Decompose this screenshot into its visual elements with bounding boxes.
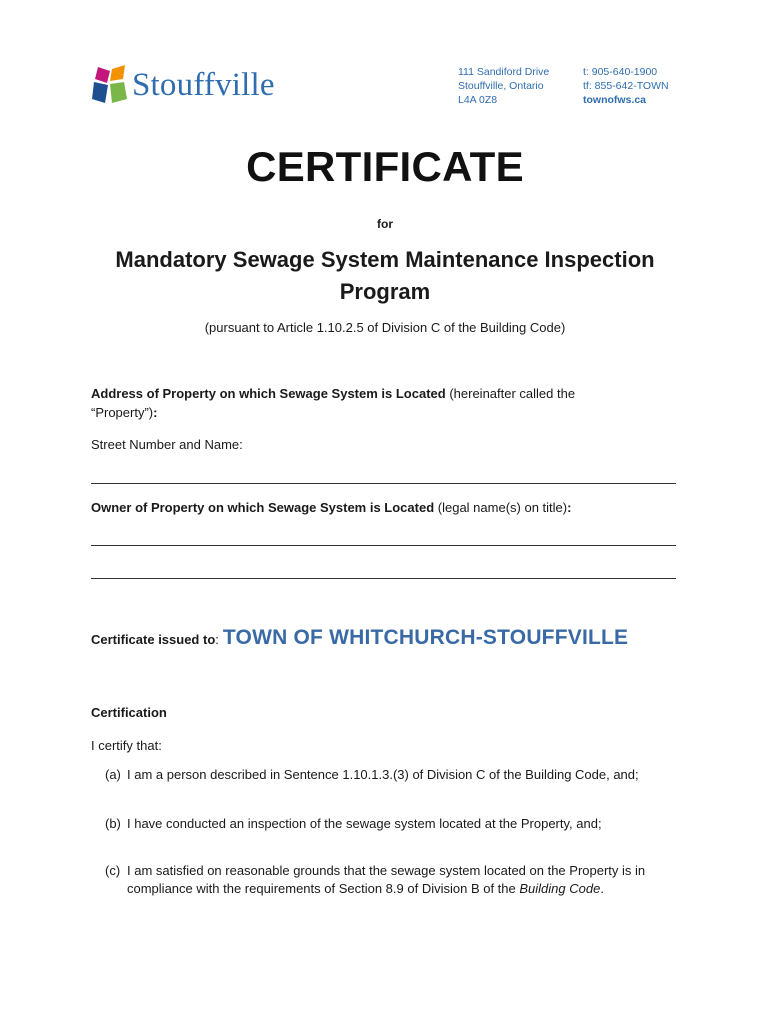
address-line: Stouffville, Ontario xyxy=(458,80,544,92)
issued-to-row xyxy=(91,626,628,650)
street-input-line[interactable] xyxy=(91,483,676,484)
item-text-line2-post: . xyxy=(600,881,604,896)
address-line: L4A 0Z8 xyxy=(458,94,498,106)
pursuant-note: (pursuant to Article 1.10.2.5 of Division C of the Building Code) xyxy=(204,320,566,335)
item-text-line2-pre: compliance with the requirements of Section 8.9 of Division B of the xyxy=(127,881,520,896)
phone-line: t: 905-640-1900 xyxy=(583,66,658,78)
owner-heading-rest: (legal name(s) on title) xyxy=(434,500,568,515)
address-line: 111 Sandiford Drive xyxy=(458,66,550,78)
address-heading-line2: “Property”) xyxy=(91,405,154,420)
certify-item-a xyxy=(105,766,695,784)
owner-heading xyxy=(91,498,571,517)
town-logo xyxy=(92,64,275,106)
item-marker: (a) xyxy=(105,767,121,782)
logo-wordmark: Stouffville xyxy=(132,66,275,103)
issued-to-colon: : xyxy=(215,632,219,647)
contact-address xyxy=(458,65,549,107)
item-text: I have conducted an inspection of the sewage system located at the Property, and; xyxy=(127,816,602,831)
address-heading-rest: (hereinafter called the xyxy=(445,386,576,401)
address-heading xyxy=(91,384,681,422)
owner-heading-colon: : xyxy=(567,500,572,515)
owner-input-line-2[interactable] xyxy=(91,578,676,579)
item-text: I am a person described in Sentence 1.10.1.3.(3) of Division C of the Building Code, and; xyxy=(127,767,639,782)
issued-to-value: TOWN OF WHITCHURCH-STOUFFVILLE xyxy=(222,626,629,649)
item-marker: (b) xyxy=(105,816,121,831)
owner-heading-bold: Owner of Property on which Sewage System is Located xyxy=(91,500,435,515)
certify-item-c xyxy=(105,862,695,898)
website-link[interactable]: townofws.ca xyxy=(583,94,647,106)
issued-to-label: Certificate issued to xyxy=(91,632,216,647)
contact-phone-web xyxy=(583,65,669,107)
item-marker: (c) xyxy=(105,863,121,878)
stouffville-logo-icon xyxy=(92,65,128,105)
owner-input-line-1[interactable] xyxy=(91,545,676,546)
item-text xyxy=(127,862,695,898)
item-text-line1: I am satisfied on reasonable grounds that the sewage system located on the Property is in xyxy=(127,863,646,878)
address-heading-bold: Address of Property on which Sewage System is Located xyxy=(91,386,446,401)
address-heading-colon: : xyxy=(153,405,158,420)
program-title: Mandatory Sewage System Maintenance Inspection Program xyxy=(115,247,655,304)
certification-heading: Certification xyxy=(91,705,167,720)
phone-line: tf: 855-642-TOWN xyxy=(583,80,669,92)
certify-item-b xyxy=(105,815,695,833)
for-label: for xyxy=(377,217,393,231)
item-text-line2-italic: Building Code xyxy=(519,881,601,896)
certify-intro: I certify that: xyxy=(91,738,162,753)
street-label: Street Number and Name: xyxy=(91,437,243,452)
certificate-title: CERTIFICATE xyxy=(246,143,524,190)
